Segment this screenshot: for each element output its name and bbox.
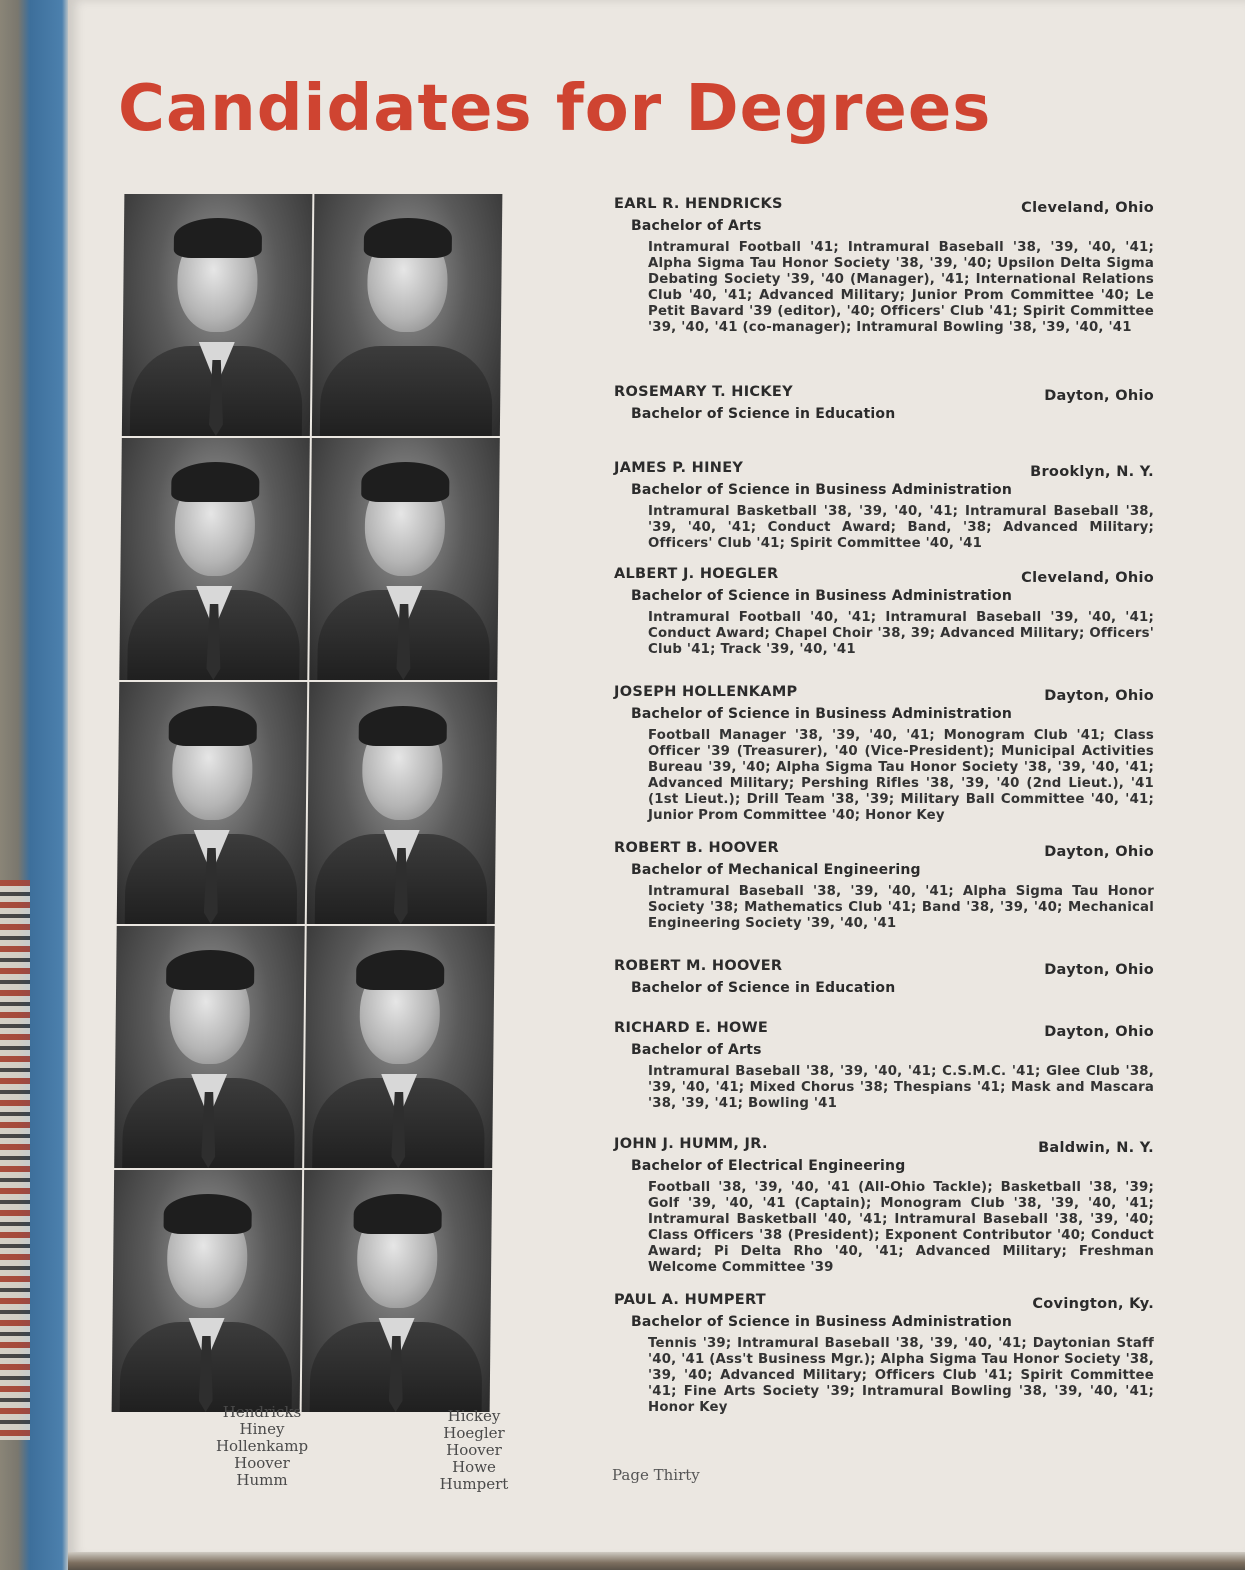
caption-name: Howe — [452, 1458, 496, 1476]
candidate-name: ROBERT M. HOOVER — [614, 958, 783, 974]
caption-name: Hollenkamp — [215, 1437, 309, 1455]
portrait-hickey — [312, 194, 503, 436]
candidate-hometown: Dayton, Ohio — [1044, 1024, 1154, 1040]
portrait-robert-b-hoover — [307, 682, 498, 924]
portrait-robert-m-hoover — [114, 926, 305, 1168]
book-cover-pattern — [0, 880, 30, 1440]
candidate-degree: Bachelor of Electrical Engineering — [631, 1158, 906, 1174]
candidate-name: ROBERT B. HOOVER — [614, 840, 780, 856]
candidate-hometown: Baldwin, N. Y. — [1038, 1140, 1154, 1156]
caption-name: Hiney — [239, 1420, 285, 1438]
candidate-degree: Bachelor of Science in Business Administration — [631, 482, 1013, 498]
caption-name: Humm — [236, 1471, 288, 1489]
candidate-activities: Football Manager '38, '39, '40, '41; Monogram Club '41; Class Officer '39 (Treasurer), '40 (Vice-President); Municipal Activities Bureau '39, '40; Alpha Sigma Tau Honor Society '38, '39, '40, '41; Advanced Military; Pershing Rifles '38, '39, '40 (2nd Lieut.), '41 (1st Lieut.); Drill Team '38, '39; Military Ball Committee '40, '41; Junior Prom Committee '40; Honor Key — [648, 728, 1154, 823]
candidate-entry-hickey — [614, 384, 1154, 424]
portrait-hollenkamp — [117, 682, 308, 924]
candidate-hometown: Dayton, Ohio — [1044, 844, 1154, 860]
candidate-entry-robert-b-hoover — [614, 840, 1154, 932]
candidate-degree: Bachelor of Mechanical Engineering — [631, 862, 921, 878]
portrait-humm — [112, 1170, 303, 1412]
candidate-entry-robert-m-hoover — [614, 958, 1154, 998]
candidate-entry-humpert — [614, 1292, 1154, 1416]
candidate-name: JAMES P. HINEY — [614, 460, 744, 476]
candidate-hometown: Brooklyn, N. Y. — [1030, 464, 1154, 480]
candidate-name: JOHN J. HUMM, JR. — [614, 1136, 768, 1152]
candidate-name: ROSEMARY T. HICKEY — [614, 384, 793, 400]
portrait-hendricks — [122, 194, 313, 436]
candidate-degree: Bachelor of Science in Business Administration — [631, 1314, 1013, 1330]
caption-name: Hendricks — [222, 1403, 302, 1421]
portrait-humpert — [302, 1170, 493, 1412]
candidate-degree: Bachelor of Science in Education — [631, 980, 896, 996]
candidate-hometown: Cleveland, Ohio — [1021, 200, 1154, 216]
candidate-degree: Bachelor of Arts — [631, 218, 762, 234]
caption-name: Hoover — [446, 1441, 502, 1459]
candidate-entry-hollenkamp — [614, 684, 1154, 824]
candidate-degree: Bachelor of Science in Education — [631, 406, 896, 422]
candidate-activities: Football '38, '39, '40, '41 (All-Ohio Tackle); Basketball '38, '39; Golf '39, '40, '41 (Captain); Monogram Club '38, '39, '40, '41; Intramural Basketball '40, '41; Intramural Baseball '38, '39, '40; Class Officers '38 (President); Exponent Contributor '40; Conduct Award; Pi Delta Rho '40, '41; Advanced Military; Freshman Welcome Committee '39 — [648, 1180, 1154, 1275]
candidate-activities: Intramural Football '41; Intramural Baseball '38, '39, '40, '41; Alpha Sigma Tau Honor Society '38, '39, '40; Upsilon Delta Sigma Debating Society '39, '40 (Manager), '41; International Relations Club '40, '41; Advanced Military; Junior Prom Committee '40; Le Petit Bavard '39 (editor), '40; Officers' Club '41; Spirit Committee '39, '40, '41 (co-manager); Intramural Bowling '38, '39, '40, '41 — [648, 240, 1154, 335]
candidate-activities: Intramural Basketball '38, '39, '40, '41; Intramural Baseball '38, '39, '40, '41; Conduct Award; Band, '38; Advanced Military; Officers' Club '41; Spirit Committee '40, '41 — [648, 504, 1154, 551]
candidate-hometown: Covington, Ky. — [1032, 1296, 1154, 1312]
portrait-hiney — [119, 438, 310, 680]
caption-name: Humpert — [439, 1475, 509, 1493]
candidate-name: RICHARD E. HOWE — [614, 1020, 769, 1036]
portrait-howe — [304, 926, 495, 1168]
portrait-hoegler — [309, 438, 500, 680]
candidate-hometown: Dayton, Ohio — [1044, 962, 1154, 978]
candidate-degree: Bachelor of Arts — [631, 1042, 762, 1058]
candidate-hometown: Dayton, Ohio — [1044, 688, 1154, 704]
portrait-grid — [112, 194, 501, 1412]
caption-name: Hickey — [447, 1407, 501, 1425]
candidate-entry-hendricks — [614, 196, 1154, 336]
candidate-entry-humm — [614, 1136, 1154, 1276]
candidate-activities: Intramural Football '40, '41; Intramural Baseball '39, '40, '41; Conduct Award; Chapel Choir '38, 39; Advanced Military; Officers' Club '41; Track '39, '40, '41 — [648, 610, 1154, 657]
candidate-name: JOSEPH HOLLENKAMP — [614, 684, 798, 700]
caption-name: Hoover — [234, 1454, 290, 1472]
candidate-name: EARL R. HENDRICKS — [614, 196, 783, 212]
page-bottom-edge — [68, 1552, 1245, 1570]
candidate-hometown: Cleveland, Ohio — [1021, 570, 1154, 586]
candidate-activities: Intramural Baseball '38, '39, '40, '41; C.S.M.C. '41; Glee Club '38, '39, '40, '41; Mixed Chorus '38; Thespians '41; Mask and Mascara '38, '39, '41; Bowling '41 — [648, 1064, 1154, 1111]
candidate-entry-howe — [614, 1020, 1154, 1112]
candidate-degree: Bachelor of Science in Business Administration — [631, 706, 1013, 722]
candidate-name: PAUL A. HUMPERT — [614, 1292, 766, 1308]
candidate-entry-hoegler — [614, 566, 1154, 658]
candidate-hometown: Dayton, Ohio — [1044, 388, 1154, 404]
candidate-activities: Tennis '39; Intramural Baseball '38, '39, '40, '41; Daytonian Staff '40, '41 (Ass't Business Mgr.); Alpha Sigma Tau Honor Society '38, '39, '40; Advanced Military; Officers Club '41; Spirit Committee '41; Fine Arts Society '39; Intramural Bowling '38, '39, '40, '41; Honor Key — [648, 1336, 1154, 1415]
caption-column-left — [192, 1404, 332, 1489]
candidate-entry-hiney — [614, 460, 1154, 552]
candidate-activities: Intramural Baseball '38, '39, '40, '41; Alpha Sigma Tau Honor Society '38; Mathematics Club '41; Band '38, '39, '40; Mechanical Engineering Society '39, '40, '41 — [648, 884, 1154, 931]
caption-column-right — [404, 1408, 544, 1493]
page-number: Page Thirty — [612, 1466, 700, 1484]
candidate-name: ALBERT J. HOEGLER — [614, 566, 779, 582]
candidate-degree: Bachelor of Science in Business Administration — [631, 588, 1013, 604]
page-title: Candidates for Degrees — [118, 72, 992, 146]
caption-name: Hoegler — [443, 1424, 505, 1442]
